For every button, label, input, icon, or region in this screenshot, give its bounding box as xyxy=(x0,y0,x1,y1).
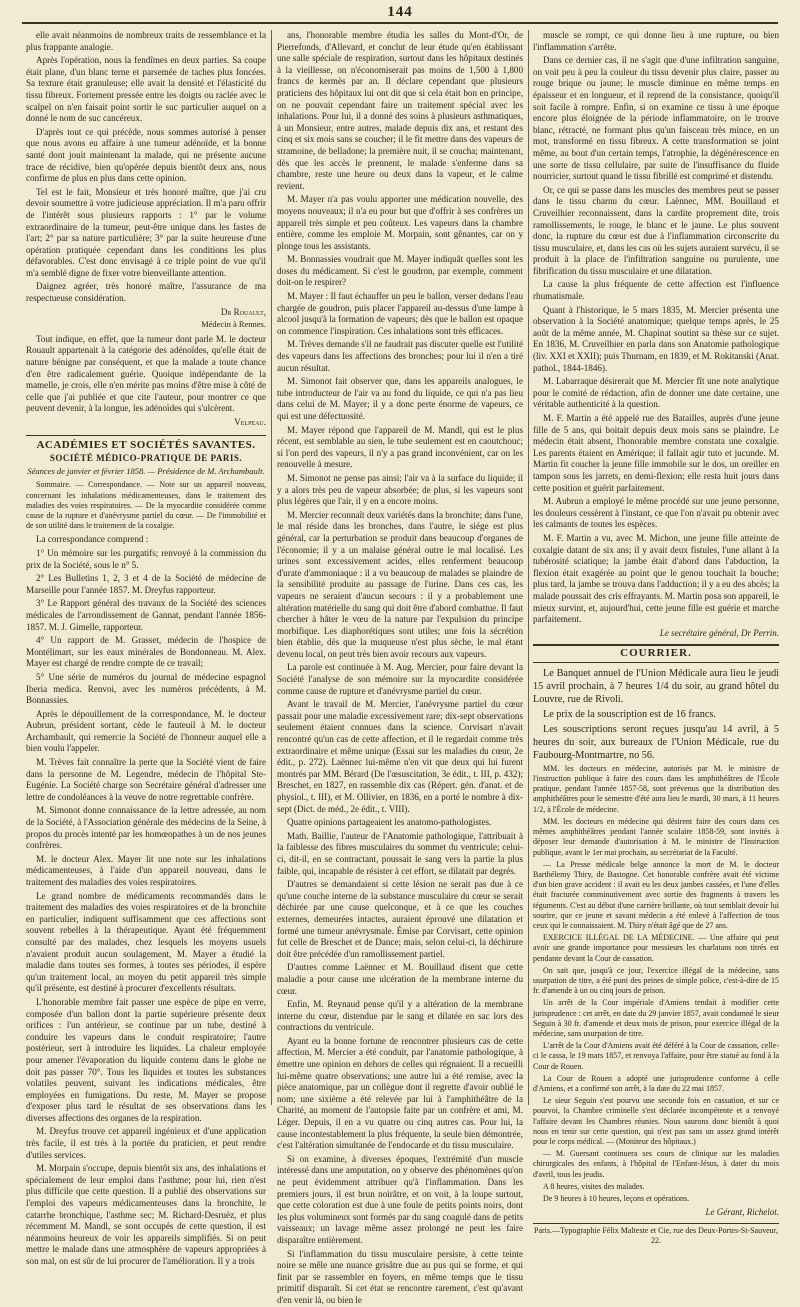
signature-velpeau: Velpeau. xyxy=(234,417,266,427)
paragraph: On sait que, jusqu'à ce jour, l'exercice illégal de la médecine, sans usurpation de titre, a été puni des peines de simple police, c'est-à-dire de 15 fr. d'amende à un ou cinq jours de prison. xyxy=(533,965,779,996)
paragraph: M. Labarraque désirerait que M. Mercier fît une note analytique pour le comité de rédaction, afin de donner une date certaine, une véritable authenticité à la question. xyxy=(533,376,779,410)
paragraph: Le Banquet annuel de l'Union Médicale aura lieu le jeudi 15 avril prochain, à 7 heures 1/4 du soir, au grand hôtel du Louvre, rue de Rivoli. xyxy=(533,667,779,705)
paragraph: M. Mayer n'a pas voulu apporter une médication nouvelle, des moyens nouveaux; il n'a eu pour but que d'offrir à ses confrères un appareil très simple et peu coûteux. Les vapeurs dans la chambre entière, comme les emploie M. Morpain, sont gênantes, car on y plonge tous les assistants. xyxy=(277,194,523,251)
paragraph: D'autres comme Laënnec et M. Bouillaud disent que cette maladie a pour cause une ulcération de la membrane interne du cœur. xyxy=(277,962,523,996)
paragraph: M. Dreyfus trouve cet appareil ingénieux et d'une application très facile, il est très à la portée du praticien, et peut rendre d'utiles services. xyxy=(26,1126,266,1160)
paragraph: Tel est le fait, Monsieur et très honoré maître, que j'ai cru devoir soumettre à votre judicieuse appréciation. Il m'a paru offrir de l'intérêt sous plusieurs rapports : 1° par le volume extraordinaire de la tumeur, peut-être unique dans les fastes de l'art; 2° par sa nature particulière; 3° par la suite heureuse d'une opération pratiquée cependant dans les conditions les plus défavorables. C'est donc envisagé à ce triple point de vue qu'il m'a semblé digne de fixer votre bienveillante attention. xyxy=(26,186,266,278)
paragraph: L'arrêt de la Cour d'Amiens avait été déféré à la Cour de cassation, celle-ci le cassa, le 19 mars 1857, et renvoya l'affaire, pour être statué au fond à la Cour de Rouen. xyxy=(533,1041,779,1071)
paragraph: L'honorable membre fait passer une espèce de pipe en verre, composée d'un ballon dont la partie supérieure présente deux orifices : l'un antérieur, se continue par un tube, destiné à conduire les vapeurs dans le conduit respiratoire; l'autre postérieur, sert à introduire les liquides. La chaleur employée pour amener l'évaporation du liquide contenu dans le globe ne doit pas passer 70°. Tous les liquides et toutes les substances volatiles peuvent, suivant les indications médicales, être employées en fumigations. Du reste, M. Mayer se propose d'exposer plus tard le résultat de ses observations dans les diverses affections des organes de la respiration. xyxy=(26,996,266,1123)
signature-rouault: Dr Rouault, xyxy=(220,306,266,317)
paragraph: Ayant eu la bonne fortune de rencontrer plusieurs cas de cette affection, M. Mercier a été conduit, par l'anatomie pathologique, à émettre une opinion en dehors de celles qui régnaient. Il a recueilli lui-même quatre observations; une autre lui a été remise, avec la pièce anatomique, par un collègue dont il regrette d'avoir oublié le nom; une sixième a été relevée par lui à l'amphithéâtre de la Charité, au moment de l'autopsie faite par un confrère et ami, M. Léger. Depuis, il en a vu quatre ou cinq autres cas. Pour lui, la cause incontestablement la plus fréquente, la seule bien démontrée, c'est l'altération simultanée de l'endocarde et du tissu musculaire. xyxy=(277,1035,523,1151)
paragraph: Après l'opération, nous la fendîmes en deux parties. Sa coupe était plane, d'un blanc terne et parsemée de taches plus foncées. Sa texture était granuleuse; elle avait la densité et l'élasticité du tissu fibreux. Fortement pressée entre les doigts ou raclée avec le scalpel on n'en faisait point sortir le suc particulier auquel on a donné le nom de suc cancéreux. xyxy=(26,55,266,124)
imprint: Paris.—Typographie Félix Malteste et Cie, rue des Deux-Portes-St-Sauveur, 22. xyxy=(533,1223,779,1246)
paragraph: ans, l'honorable membre étudia les salles du Mont-d'Or, de Pierrefonds, d'Allevard, et conclut de leur étude qu'en établissant une salle spéciale de respiration, surtout dans les hôpitaux destinés à la vieillesse, on n'économiserait pas moins de 1,500 à 1,800 francs de kermès par an. Il déclare cependant que plusieurs praticiens des hôpitaux lui ont dit que si cela était bon en principe, on ne pouvait cependant faire un traitement spécial avec les inhalations. Pour lui, il a donné des soins à plusieurs asthmatiques, à un Monsieur, entre autres, malade depuis dix ans, et restant des cinq et six mois sans se coucher; il le fit mettre dans des vapeurs de stramoine, de belladone; la première nuit, il se coucha; maintenant, dès que les accès le prennent, le malade s'enferme dans sa chambre, reste une heure ou deux dans la vapeur, et le calme revient. xyxy=(277,30,523,191)
signature-rouault-role: Médecin à Rennes. xyxy=(201,319,266,330)
col1-commentary xyxy=(26,334,266,415)
paragraph: MM. les docteurs en médecine qui désirent faire des cours dans ces mêmes amphithéâtres pendant l'année scolaire 1858-59, sont invités à déposer leur demande d'autorisation à M. le ministre de l'Instruction publique, avant le 1er mai prochain, au secrétariat de la Faculté. xyxy=(533,816,779,857)
paragraph: Enfin, M. Reynaud pense qu'il y a altération de la membrane interne du cœur, distendue par le sang et dilatée en sac lors des contractions du ventricule. xyxy=(277,999,523,1033)
paragraph: elle avait néanmoins de nombreux traits de ressemblance et la plus frappante analogie. xyxy=(26,30,266,52)
banquet-notice xyxy=(533,667,779,762)
paragraph: La cause la plus fréquente de cette affection est l'influence rhumatismale. xyxy=(533,279,779,302)
paragraph: Si on examine, à diverses époques, l'extrémité d'un muscle intéressé dans une amputation, on y observe des phénomènes qu'on ne peut évidemment attribuer qu'à l'inflammation. Dans les premiers jours, il est brun noirâtre, et on voit, à la loupe surtout, que cette coloration est due à une foule de petits points noirs, dont les plus volumineux sont formés par du sang coagulé dans de petits vaisseaux; un lavage même assez prolongé ne peut les faire disparaître entièrement. xyxy=(277,1153,523,1245)
paragraph: M. Simonot donne connaissance de la lettre adressée, au nom de la Société, à l'Association générale des médecins de la Seine, à propos du procès intenté par les homœopathes à un de nos jeunes confrères. xyxy=(26,805,266,851)
paragraph: M. Bonnassies voudrait que M. Mayer indiquât quelles sont les doses du médicament. Si c'est le goudron, par exemple, comment doit-on le respirer? xyxy=(277,254,523,288)
paragraph: M. Trèves fait connaître la perte que la Société vient de faire dans la personne de M. Legendre, médecin de l'hôpital Ste-Eugénie. La Société charge son Secrétaire général d'adresser une lettre de condoléances à la veuve de notre regrettable confrère. xyxy=(26,757,266,802)
paragraph: La correspondance comprend : xyxy=(36,534,149,545)
paragraph: M. Aubrun a employé le même procédé sur une jeune personne, les douleurs cessèrent à l'instant, ce que l'on n'avait pu obtenir avec les calmants de toutes les espèces. xyxy=(533,496,779,530)
paragraph: Dans ce dernier cas, il ne s'agit que d'une infiltration sanguine, on voit peu à peu la couleur du tissu devenir plus claire, passer au rouge brique ou jaune; le muscle diminue en même temps en épaisseur et en longueur, et il reprend de la consistance, quoiqu'il soit facile à rompre. Enfin, si on examine ce tissu à une époque encore plus éloignée de la période inflammatoire, on le trouve blanc, rétracté, ne formant plus qu'un faisceau très mince, en un mot, transformé en tissu fibreux. A cette transformation se joint même, au bout d'un certain temps, l'atrophie, la dégénérescence en une sorte de tissu cellulaire, par suite de l'insuffisance du fluide nourricier, surtout quand le tissu fibrillé est comprimé et distendu. xyxy=(533,55,779,182)
paragraph: D'après tout ce qui précède, nous sommes autorisé à penser que nous avons eu affaire à une tumeur adénoïde, et la bonne santé dont jouit maintenant la malade, qui ne présente aucune trace de récidive, bien qu'opérée depuis bientôt deux ans, nous confirme de plus en plus dans cette opinion. xyxy=(26,126,266,184)
paragraph: A 8 heures, visites des malades. xyxy=(543,1181,645,1191)
paragraph: M. Trèves demande s'il ne faudrait pas discuter quelle est l'utilité des vapeurs dans les affections des bronches; pour lui il n'en a tiré aucun résultat. xyxy=(277,339,523,373)
paragraph: Quant à l'historique, le 5 mars 1835, M. Mercier présenta une observation à la Société anatomique; quelque temps après, le 25 août de la même année, M. Chapinat soutint sa thèse sur ce sujet. En 1836, M. Cruveilhier en parla dans son Anatomie pathologique (liv. XXI et XXII); puis Thurnam, en 1839, et M. Rokitanski (Anat. pathol., 1844-1846). xyxy=(533,304,779,373)
column-1 xyxy=(26,30,266,1267)
paragraph: Un arrêt de la Cour impériale d'Amiens tendait à modifier cette jurisprudence : cet arrêt, en date du 29 janvier 1857, avait condamné le sieur Seguin à 30 fr. d'amende et deux mois de prison, pour exercice illégal de la médecine, sans usurpation de titre. xyxy=(533,998,779,1038)
page-number: 144 xyxy=(387,4,413,20)
paragraph: M. Simonot fait observer que, dans les appareils analogues, le tube introducteur de l'air va au fond du liquide, ce qui n'a pas lieu dans celui de M. Mayer; il y a donc perte énorme de vapeurs, ce qui est une défectuosité. xyxy=(277,376,523,421)
paragraph: Tout indique, en effet, que la tumeur dont parle M. le docteur Rouault appartenait à la catégorie des adénoïdes, qu'elle était de nature bénigne par conséquent, et que la malade a toute chance d'en être radicalement guérie. Quoique indépendante de la mamelle, je crois, elle n'en mérite pas moins d'être mise à côté de celle que j'ai publiée et que cite l'auteur, pour montrer ce que peuvent devenir, à la longue, les adénoïdes qui s'ulcèrent. xyxy=(26,333,266,414)
paragraph: Le grand nombre de médicaments recommandés dans le traitement des maladies des voies respiratoires et de la bronchite en particulier, indiquent suffisamment que ces affections sont souvent rebelles à la thérapeutique. Ayant été fréquemment consulté par des malades, chez lesquels les moyens usuels n'avaient produit aucun soulagement, M. Mayer a étudié la maladie dans toutes ses formes, à toutes ses périodes, il espère qu'un traitement local, au moyen du petit appareil très simple qu'il présente, est destiné à procurer d'excellents résultats. xyxy=(26,890,266,994)
paragraph: M. Mayer répond que l'appareil de M. Mandl, qui est le plus récent, est semblable au sien, le tube seulement est en caoutchouc; si l'on perd des vapeurs, il n'y a pas grand inconvénient, car on les renouvelle à mesure. xyxy=(277,424,523,470)
col1-minutes xyxy=(26,534,266,1267)
summary: Sommaire. — Correspondance. — Note sur un appareil nouveau, concernant les inhalations médicamenteuses, dans le traitement des maladies des voies respiratoires. — De la myocardite considérée comme cause de la rupture et d'anévrysme partiel du cœur. — De l'immobilité et de son utilité dans le traitement de la coxalgie. xyxy=(26,480,266,531)
paragraph: EXERCICE ILLÉGAL DE LA MÉDECINE. — Une affaire qui peut avoir une grande importance pour messieurs les charlatans non titrés est pendante devant la Cour de cassation. xyxy=(533,933,779,963)
paragraph: D'autres se demandaient si cette lésion ne serait pas due à ce qu'une couche interne de la substance musculaire du cœur se serait déchirée par une cause quelconque, et à ce que les couches externes, demeurées intactes, auraient éprouvé une dilatation et formé une tumeur anévrysmale. Émise par Corvisart, cette opinion fut celle de Breschet et de Dance; mais, selon celui-ci, la déchirure doit être précédée d'un ramollissement partiel. xyxy=(277,879,523,959)
top-rule xyxy=(22,22,778,24)
session-line: Séances de janvier et février 1858. — Présidence de M. Archambault. xyxy=(27,465,265,476)
paragraph: M. le docteur Alex. Mayer lit une note sur les inhalations médicamenteuses, à l'aide d'un appareil nouveau, dans le traitement des maladies des voies respiratoires. xyxy=(26,853,266,888)
paragraph: Daignez agréer, très honoré maître, l'assurance de ma respectueuse considération. xyxy=(26,281,266,304)
paragraph: muscle se rompt, ce qui donne lieu à une rupture, ou bien l'inflammation s'arrête. xyxy=(533,30,779,52)
paragraph: Le sieur Seguin s'est pourvu une seconde fois en cassation, et sur ce pourvoi, la Chambre criminelle s'est déclarée incompétente et a renvoyé l'affaire devant les Chambres réunies. Nous saurons donc bientôt à quoi nous en tenir sur cette question, qui n'est pas sans un assez grand intérêt pour le corps médical. — (Moniteur des hôpitaux.) xyxy=(533,1096,779,1146)
signature-perrin: Le secrétaire général, Dr Perrin. xyxy=(659,627,779,638)
paragraph: — M. Guersant continuera ses cours de clinique sur les maladies chirurgicales des enfants, à l'hôpital de l'Enfant-Jésus, à dater du mois d'avril, tous les jeudis. xyxy=(533,1149,779,1179)
paragraph: 3° Le Rapport général des travaux de la Société des sciences médicales de l'arrondissement de Gannat, pendant l'année 1856-1857. M. J. Gimelle, rapporteur. xyxy=(26,598,266,632)
col1-paragraphs xyxy=(26,30,266,305)
paragraph: Quatre opinions partageaient les anatomo-pathologistes. xyxy=(287,817,492,828)
paragraph: M. Simonot ne pense pas ainsi; l'air va à la surface du liquide; il y a alors très peu de vapeur absorbée; de plus, si les vapeurs sont plus légères que l'air, il y en a encore moins. xyxy=(277,472,523,507)
paragraph: Le prix de la souscription est de 16 francs. xyxy=(543,708,716,720)
column-divider-1 xyxy=(271,30,272,1105)
paragraph: Math. Baillie, l'auteur de l'Anatomie pathologique, l'attribuait à la faiblesse des fibres musculaires du sommet du ventricule; celui-ci, dit-il, en se contractant, poussait le sang vers la partie la plus faible, qui, incapable de résister à cet effort, se dilatait par degrés. xyxy=(277,830,523,876)
paragraph: Or, ce qui se passe dans les muscles des membres peut se passer dans le tissu charnu du cœur. Laënnec, MM. Bouillaud et Cruveilhier reconnaissent, dans la cardite proprement dite, trois ramollissements, le rouge, le blanc et le jaune. Le plus souvent donc, la rupture du cœur est due à l'inflammation circonscrite du tissu musculaire, et, dans les cas où les sujets auraient survécu, il se produit à la place de l'infiltration sanguine ou purulente, une fibrification du tissu musculaire et une dilatation. xyxy=(533,184,779,276)
paragraph: Les souscriptions seront reçues jusqu'au 14 avril, à 5 heures du soir, aux bureaux de l'Union Médicale, rue du Faubourg-Montmartre, no 56. xyxy=(533,723,779,761)
paragraph: Avant le travail de M. Mercier, l'anévrysme partiel du cœur passait pour une maladie excessivement rare; dix-sept observations seulement étaient connues dans la science. Corvisart n'avait rencontré qu'un cas de cette affection, et il le regardait comme très extraordinaire et même unique (Essai sur les maladies du cœur, 2e édit., p. 272). Laënnec lui-même n'en vit que deux qui lui furent montrés par MM. Bérard (De l'œsuscitation, 3e édit., t. III, p. 432); Breschet, en 1827, en rassemble dix cas (Répert. gén. d'anat. et de physiol., t. III), et M. Ollivier, en 1836, en a porté le nombre à dix-sept (Dict. de méd., 2e édit., t. VIII). xyxy=(277,699,523,814)
paragraph: 2° Les Bulletins 1, 2, 3 et 4 de la Société de médecine de Marseille pour l'année 1857. M. Dreyfus rapporteur. xyxy=(26,573,266,595)
news-items xyxy=(533,764,779,1204)
col2-paragraphs xyxy=(277,30,523,1307)
paragraph: Après le dépouillement de la correspondance, M. le docteur Aubrun, président sortant, cède le fauteuil à M. le docteur Archambault, qui remercie la Société de l'honneur auquel elle a bien voulu l'appeler. xyxy=(26,708,266,754)
column-divider-2 xyxy=(528,30,529,1105)
col3-paragraphs xyxy=(533,30,779,626)
paragraph: M. Mercier reconnaît deux variétés dans la bronchite; dans l'une, le mal réside dans les bronches, dans l'autre, le siége est plus général, car la perturbation se produit dans beaucoup d'organes de l'économie; il y a un malaise général outre le mal localisé. Les urines sont excessivement acides, elles renferment beaucoup d'urate d'ammoniaque : il a vu beaucoup de malades se plaindre de la sensibilité produite au passage de l'urine. Dans ces cas, les vapeurs ne seraient d'aucun secours : il y a probablement une altération matérielle du sang qui doit être d'abord combattue. Il faut chercher à hâter le vœu de la nature par l'expulsion du principe morbifique. Les diaphorétiques sont utiles; une fois la sécrétion bien établie, dès que la muqueuse n'est plus sèche, le mal étant devenu local, on peut très bien avoir recours aux vapeurs. xyxy=(277,509,523,659)
column-2 xyxy=(277,30,523,1305)
society-name: SOCIÉTÉ MÉDICO-PRATIQUE DE PARIS. xyxy=(49,453,243,464)
section-title: ACADÉMIES ET SOCIÉTÉS SAVANTES. xyxy=(26,435,266,452)
paragraph: La parole est continuée à M. Aug. Mercier, pour faire devant la Société l'analyse de son mémoire sur la myocardite considérée comme cause de rupture et d'anévrysme partiel du cœur. xyxy=(277,662,523,696)
paragraph: — La Presse médicale belge annonce la mort de M. le docteur Barthélemy Thiry, de Bastogne. Cet honorable confrère avait été victime d'un bien grave accident : il avait eu les deux jambes cassées, et l'une d'elles était fracturée comminutivement avec sortie des fragments à travers les téguments. C'est au début d'une carrière brillante, où tout semblait devoir lui sourire, que ce jeune et savant médecin a été enlevé à l'affection de tous ceux qui le connaissaient. M. Thiry n'était âgé que de 27 ans. xyxy=(533,859,779,930)
paragraph: De 9 heures à 10 heures, leçons et opérations. xyxy=(543,1194,690,1203)
paragraph: La Cour de Rouen a adopté une jurisprudence conforme à celle d'Amiens, et a confirmé son arrêt, à la date du 22 mai 1857. xyxy=(533,1073,779,1093)
paragraph: M. Morpain s'occupe, depuis bientôt six ans, des inhalations et spécialement de leur emploi dans l'asthme; pour lui, rien n'est plus difficile que cette question. Il a publié des observations sur l'emploi des vapeurs médicamenteuses dans la bronchite, le catarrhe bronchique, l'asthme sec; M. Richard-Desruëz, et plus récemment M. Mandl, se sont occupés de cette question, il est néanmoins heureux de voir les appareils simplifiés. Si on peut mettre le malade dans une atmosphère de vapeurs appropriées à son mal, on est sûr de lui procurer de l'amélioration. Il y a trois xyxy=(26,1163,266,1267)
paragraph: MM. les docteurs en médecine, autorisés par M. le ministre de l'instruction publique à faire des cours dans les amphithéâtres de l'École pratique, pendant l'année 1857-58, sont prévenus que la distribution des amphithéâtres pour le semestre d'été aura lieu le mardi, 30 mars, à 11 heures 1/2, à l'École de médecine. xyxy=(533,763,779,814)
gerant-signature: Le Gérant, Richelot. xyxy=(705,1207,779,1218)
paragraph: 1° Un mémoire sur les purgatifs; renvoyé à la commission du prix de la Société, sous le n° 5. xyxy=(26,547,266,570)
column-3 xyxy=(533,30,779,1245)
paragraph: 4° Un rapport de M. Grasset, médecin de l'hospice de Montélimart, sur les eaux minérales de Bondonneau. M. Alex. Mayer est chargé de rendre compte de ce travail; xyxy=(26,635,266,669)
paragraph: Si l'inflammation du tissu musculaire persiste, à cette teinte noire se mêle une nuance grisâtre due au pus qui se forme, et qui finit par se rassembler en foyers, en même temps que le tissu primitif disparaît. Si cet état se rencontre rarement, c'est qu'avant d'en venir là, ou bien le xyxy=(277,1248,523,1305)
courrier-title: COURRIER. xyxy=(533,644,779,663)
paragraph: M. F. Martin a vu, avec M. Michon, une jeune fille atteinte de coxalgie datant de six ans; il y avait deux fistules, l'une allant à la tubérosité sciatique; la jambe était d'abord dans l'abduction, la flexion était exagérée au point que le genou touchait la bouche; plus tard, la jambe se trouva dans l'adduction; il y a eu des abcès; la malade poussait des cris effrayants. M. Martin posa son appareil, le mieux survint, et, aujourd'hui, cette jeune fille est guérie et marche parfaitement. xyxy=(533,532,779,625)
paragraph: M. F. Martin a été appelé rue des Batailles, auprès d'une jeune fille de 5 ans, qui boitait depuis deux mois sans se plaindre. Le médecin était absent, l'honorable membre constata une coxalgie. Les parents étaient en Amérique; il fallait agir tuto et jucunde. M. Martin fit coucher la jeune fille immobile sur le dos, un oreiller en tampon sous les jarrets, en demi-flexion; elle resta huit jours dans cette position et guérit parfaitement. xyxy=(533,413,779,493)
paragraph: M. Mayer : Il faut échauffer un peu le ballon, verser dedans l'eau chargée de goudron, puis placer l'appareil au-dessus d'une lampe à alcool jusqu'à la formation de vapeurs; dès que le ballon est opaque on commence l'inspiration. Ces inhalations sont très efficaces. xyxy=(277,291,523,336)
paragraph: 5° Une série de numéros du journal de médecine espagnol Iberia medica. Renvoi, avec les numéros précédents, à M. Bonnassies. xyxy=(26,671,266,706)
